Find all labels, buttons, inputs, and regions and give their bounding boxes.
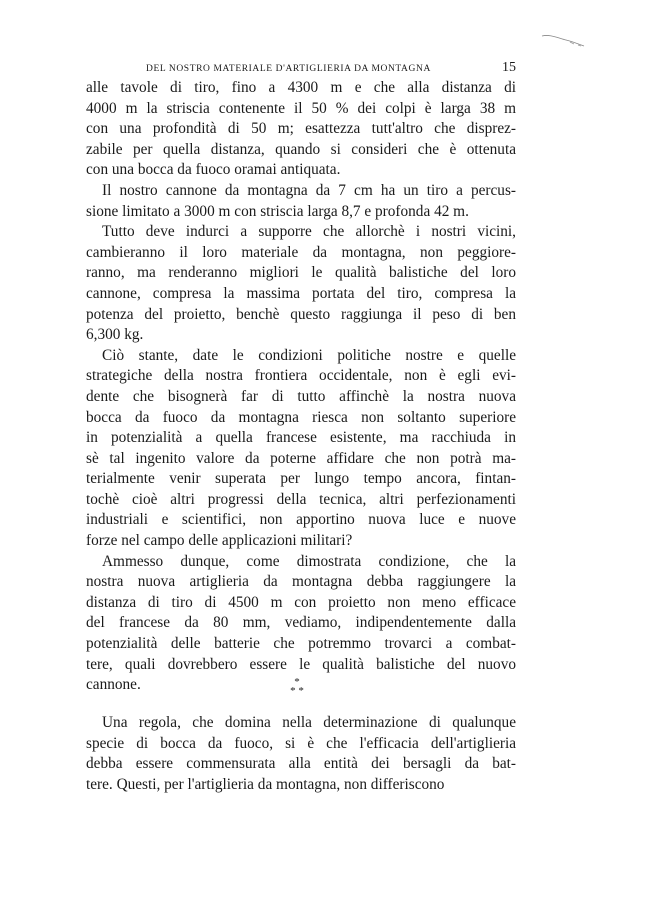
text-line: sè tal ingenito valore da poterne affidare che non potrà ma- xyxy=(86,449,516,467)
separator-asterisks-bottom: * * xyxy=(290,685,304,697)
body-text-part1 xyxy=(86,78,516,696)
text-line: industriali e scientifici, non apportino nuova luce e nuove xyxy=(86,511,516,529)
text-line: Ammesso dunque, come dimostrata condizione, che la xyxy=(102,552,516,570)
text-line: specie di bocca da fuoco, si è che l'efficacia dell'artiglieria xyxy=(86,734,516,752)
text-line: Il nostro cannone da montagna da 7 cm ha un tiro a percus- xyxy=(102,181,516,199)
text-line: forze nel campo delle applicazioni militari? xyxy=(86,532,353,550)
paragraph xyxy=(86,713,516,795)
text-line: alle tavole di tiro, fino a 4300 m e che alla distanza di xyxy=(86,79,516,96)
text-line: sione limitato a 3000 m con striscia larga 8,7 e profonda 42 m. xyxy=(86,202,469,220)
text-line: potenzialità delle batterie che potremmo trovarci a combat- xyxy=(86,635,516,653)
text-line: tere, quali dovrebbero essere le qualità balistiche del nuovo xyxy=(86,655,516,673)
text-line: tere. Questi, per l'artiglieria da montagna, non differiscono xyxy=(86,775,445,793)
header-title: DEL NOSTRO MATERIALE D'ARTIGLIERIA DA MONTAGNA xyxy=(146,64,431,74)
text-line: distanza di tiro di 4500 m con proietto non meno efficace xyxy=(86,593,516,611)
text-line: con una profondità di 50 m; esattezza tutt'altro che disprez- xyxy=(86,120,516,138)
paragraph xyxy=(86,552,516,696)
paragraph xyxy=(86,346,516,552)
text-line: terialmente venir superata per lungo tempo ancora, fintan- xyxy=(86,470,516,488)
pencil-mark xyxy=(540,30,590,50)
text-line: del francese da 80 mm, vediamo, indipendentemente dalla xyxy=(86,614,516,632)
section-separator xyxy=(277,678,317,696)
text-line: potenza del proietto, benchè questo raggiunga il peso di ben xyxy=(86,305,516,323)
text-line: Una regola, che domina nella determinazione di qualunque xyxy=(102,714,516,731)
text-line: nostra nuova artiglieria da montagna debba raggiungere la xyxy=(86,573,516,591)
text-line: dente che bisognerà far di tutto affinchè la nostra nuova xyxy=(86,387,516,405)
text-line: Ciò stante, date le condizioni politiche nostre e quelle xyxy=(102,346,516,364)
text-line: zabile per quella distanza, quando si consideri che è ottenuta xyxy=(86,140,516,158)
text-line: 6,300 kg. xyxy=(86,326,144,344)
body-text-part2 xyxy=(86,713,516,795)
text-line: cannone. xyxy=(86,676,141,694)
text-line: con una bocca da fuoco oramai antiquata. xyxy=(86,161,341,179)
text-line: in potenzialità a quella francese esistente, ma racchiuda in xyxy=(86,429,516,447)
text-line: cambieranno il loro materiale da montagna, non peggiore- xyxy=(86,243,516,261)
text-line: tochè cioè altri progressi della tecnica, altri perfezionamenti xyxy=(86,490,516,508)
text-line: ranno, ma renderanno migliori le qualità balistiche del loro xyxy=(86,264,516,282)
text-line: Tutto deve indurci a supporre che allorchè i nostri vicini, xyxy=(102,223,516,241)
running-header xyxy=(86,60,516,80)
text-line: cannone, compresa la massima portata del tiro, compresa la xyxy=(86,284,516,302)
paragraph xyxy=(86,222,516,346)
separator-asterisk-top: * xyxy=(294,676,300,688)
text-line: 4000 m la striscia contenente il 50 % dei colpi è larga 38 m xyxy=(86,99,516,117)
page-number: 15 xyxy=(502,60,516,75)
paragraph xyxy=(86,181,516,222)
text-line: bocca da fuoco da montagna riesca non soltanto superiore xyxy=(86,408,516,426)
paragraph xyxy=(86,78,516,181)
text-line: debba essere commensurata alla entità dei bersagli da bat- xyxy=(86,755,516,773)
text-line: strategiche della nostra frontiera occidentale, non è egli evi- xyxy=(86,367,516,385)
